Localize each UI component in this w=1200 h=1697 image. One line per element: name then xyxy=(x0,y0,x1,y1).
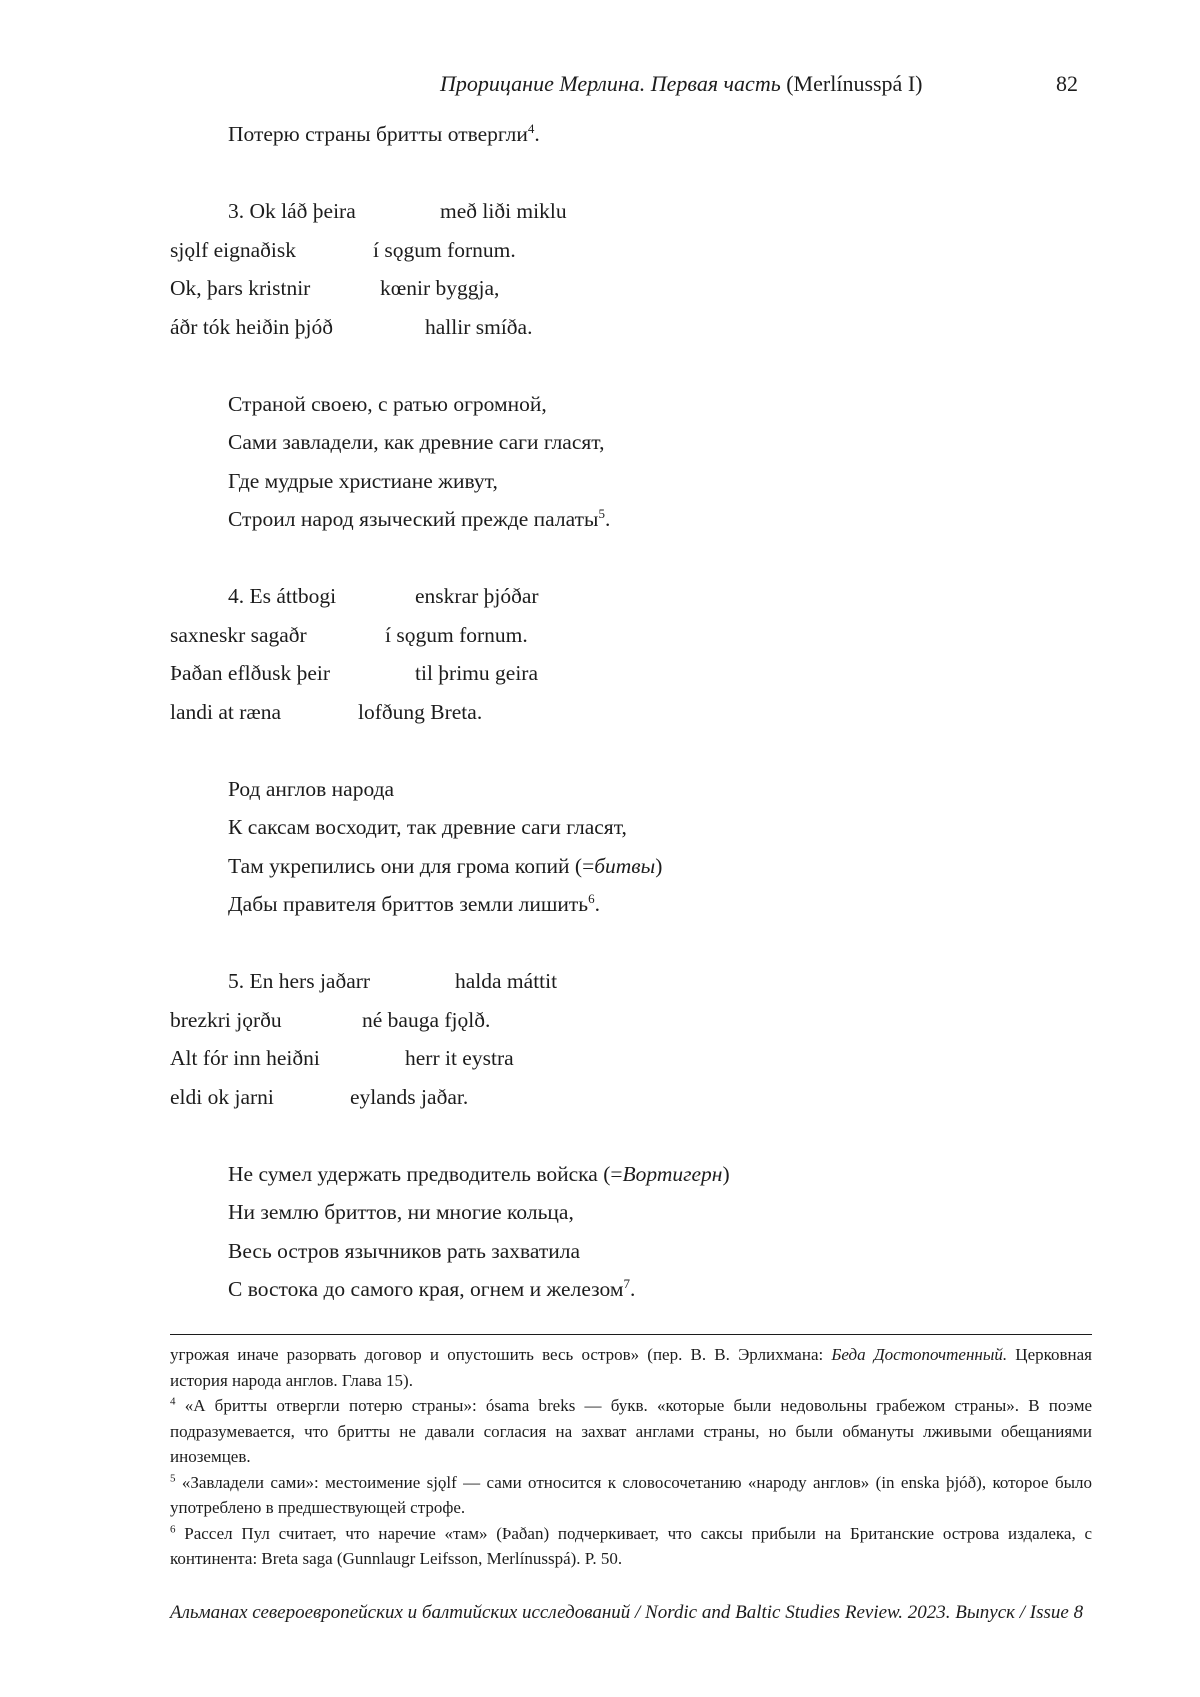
stanza-4-translation xyxy=(170,770,1090,924)
translation-line: С востока до самого края, огнем и железом$^7$. xyxy=(228,1275,636,1301)
footnote-6: $^6$ Рассел Пул считает, что наречие «там» (Þaðan) подчеркивает, что саксы прибыли на Британские острова издалека, с континента: Breta saga (Gunnlaugr Leifsson, Merlínusspá). P. 50. xyxy=(170,1522,1092,1568)
footnote-5: $^5$ «Завладели сами»: местоимение sjǫlf — сами относится к словосочетанию «народу англов» (in enska þjóð), которое было употреблено в предшествующей строфе. xyxy=(170,1471,1092,1517)
footnote-4: $^4$ «А бритты отвергли потерю страны»: ósama breks — букв. «которые были недовольны грабежом страны». В поэме подразумевается, что бритты не давали согласия на захват англами страны, но были обмануты лживыми обещаниями иноземцев. xyxy=(170,1395,1093,1466)
translation-line: Страной своею, с ратью огромной, xyxy=(228,391,547,416)
translation-line: Весь остров язычников рать захватила xyxy=(228,1238,581,1263)
verse-line: sjǫlf eignaðisk í sǫgum fornum. xyxy=(170,237,516,262)
translation-line: Там укрепились они для грома копий (=битвы) xyxy=(228,853,663,878)
translation-line: Строил народ языческий прежде палаты$^5$. xyxy=(228,505,611,531)
stanza-5-oldnorse xyxy=(170,962,1090,1116)
translation-line: Где мудрые христиане живут, xyxy=(228,468,498,493)
verse-line: brezkri jǫrðu né bauga fjǫlð. xyxy=(170,1007,491,1032)
verse-line: eldi ok jarni eylands jaðar. xyxy=(170,1084,469,1109)
translation-line: Сами завладели, как древние саги гласят, xyxy=(228,430,605,454)
stanza-3-oldnorse xyxy=(170,192,1090,346)
translation-line: Дабы правителя бриттов земли лишить$^6$. xyxy=(228,890,600,916)
translation-line: Не сумел удержать предводитель войска (=Вортигерн) xyxy=(228,1161,730,1186)
verse-line: 4. Es áttbogi enskrar þjóðar xyxy=(228,584,539,608)
header-title-italic: Прорицание Мерлина. Первая часть xyxy=(440,71,781,96)
footnote-divider xyxy=(170,1334,1092,1335)
footnotes xyxy=(170,1342,1092,1572)
verse-line: Þaðan eflðusk þeir til þrimu geira xyxy=(170,661,538,685)
footnote-continuation: угрожая иначе разорвать договор и опустошить весь остров» (пер. В. В. Эрлихмана: Беда Достопочтенный. Церковная история народа англов. Глава 15). xyxy=(170,1345,1093,1390)
journal-footer: Альманах североевропейских и балтийских исследований / Nordic and Baltic Studies Review. 2023. Выпуск / Issue 8 xyxy=(170,1602,1084,1623)
footnote-ref: 5 xyxy=(598,505,605,521)
translation-line: Род англов народа xyxy=(228,776,395,801)
footnote-ref: 6 xyxy=(588,890,595,906)
verse-line: saxneskr sagaðr í sǫgum fornum. xyxy=(170,622,528,647)
header-title-plain: (Merlínusspá I) xyxy=(786,71,923,96)
translation-line: Потерю страны бритты отвергли$^4$. xyxy=(228,120,540,146)
stanza-5-translation xyxy=(170,1155,1090,1309)
verse-line: Alt fór inn heiðni herr it eystra xyxy=(170,1046,514,1070)
header-title xyxy=(440,70,922,98)
verse-line: Ok, þars kristnir kœnir byggja, xyxy=(170,276,500,300)
verse-line: 3. Ok láð þeira með liði miklu xyxy=(228,199,567,223)
verse-line: áðr tók heiðin þjóð hallir smíða. xyxy=(170,314,533,339)
footnote-ref: 4 xyxy=(527,120,535,136)
translation-line: Ни землю бриттов, ни многие кольца, xyxy=(228,1200,574,1224)
verse-line: landi at ræna lofðung Breta. xyxy=(170,699,483,724)
running-header xyxy=(440,70,1078,98)
page-number: 82 xyxy=(1056,71,1078,96)
footnote-ref: 7 xyxy=(623,1275,630,1291)
translation-line: К саксам восходит, так древние саги гласят, xyxy=(228,815,627,839)
stanza-4-oldnorse xyxy=(170,577,1090,731)
verse-line: 5. En hers jaðarr halda máttit xyxy=(228,969,558,993)
main-text xyxy=(170,115,1090,1309)
stanza-3-translation xyxy=(170,385,1090,539)
